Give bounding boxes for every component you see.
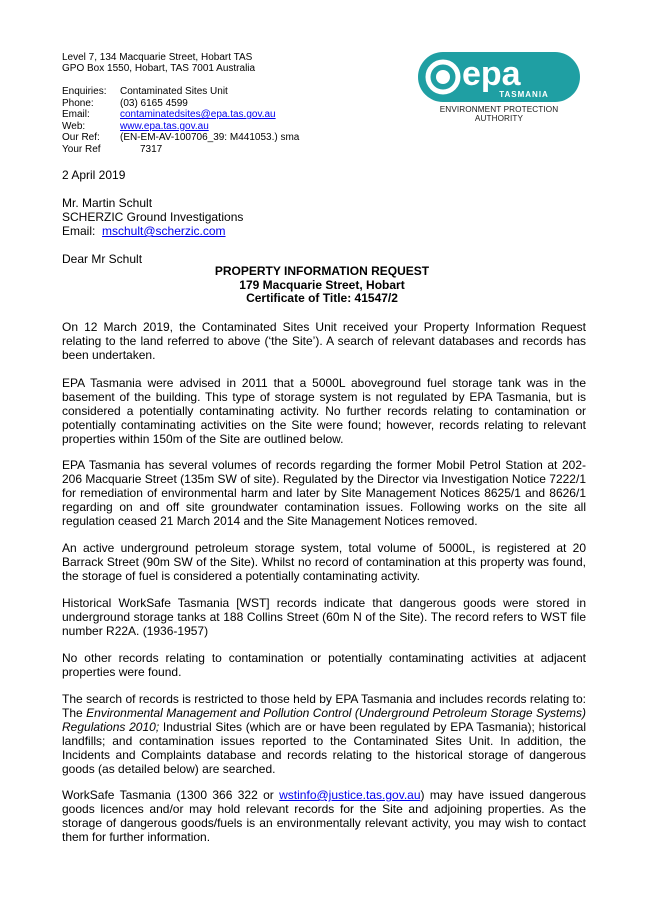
address-line-2: GPO Box 1550, Hobart, TAS 7001 Australia [62, 63, 256, 74]
paragraph-7-intro: The search of records is restricted to those held by EPA Tasmania and includes records relating to: The [62, 692, 586, 720]
paragraph-8 [62, 788, 586, 844]
web-label: Web: [62, 120, 86, 132]
phone-label: Phone: [62, 97, 94, 109]
email-row [62, 109, 299, 121]
recipient-email-label: Email: [62, 224, 96, 238]
paragraph-4: An active underground petroleum storage system, total volume of 5000L, is registered at 20 Barrack Street (90m SW of the Site). Whilst no record of contamination at this property was found, the storage of fuel is considered a potentially contaminating activity. [62, 541, 586, 583]
our-ref-label: Our Ref: [62, 132, 100, 143]
your-ref-row [62, 144, 299, 156]
epa-logo [418, 52, 580, 123]
web-row [62, 121, 299, 133]
recipient-name: Mr. Martin Schult [62, 196, 153, 210]
logo-authority: ENVIRONMENT PROTECTION AUTHORITY [439, 105, 559, 123]
heading-line-3: Certificate of Title: 41547/2 [246, 291, 398, 305]
salutation: Dear Mr Schult [62, 252, 143, 266]
phone-value: (03) 6165 4599 [120, 97, 188, 109]
letter-heading [62, 265, 582, 306]
address-line-1: Level 7, 134 Macquarie Street, Hobart TAS [62, 52, 253, 63]
recipient-block [62, 196, 243, 238]
logo-dot [436, 70, 450, 84]
heading-line-1: PROPERTY INFORMATION REQUEST [214, 264, 430, 278]
paragraph-8-rest: ) may have issued dangerous goods licences and/or may hold relevant records for the Site and adjoining properties. As the storage of dangerous goods/fuels is an environmentally relevant activity, you may wish to contact them for further information. [62, 788, 586, 844]
epa-logo-mark [418, 52, 580, 102]
logo-name: epa [462, 55, 521, 93]
email-label: Email: [62, 109, 90, 120]
paragraph-8-intro: WorkSafe Tasmania (1300 366 322 or [62, 788, 280, 802]
phone-row [62, 98, 299, 110]
contact-block [62, 86, 299, 155]
paragraph-5: Historical WorkSafe Tasmania [WST] records indicate that dangerous goods were stored in underground storage tanks at 188 Collins Street (60m N of the Site). The record refers to WST file number R22A. (1936-1957) [62, 596, 586, 638]
paragraph-2: EPA Tasmania were advised in 2011 that a 5000L aboveground fuel storage tank was in the basement of the building. This type of storage system is not regulated by EPA Tasmania, but is considered a potentially contaminating activity. No further records relating to contamination or potentially contaminating activities on the Site were found; however, records relating to relevant properties within 150m of the Site are outlined below. [62, 376, 586, 446]
enquiries-row [62, 86, 299, 98]
recipient-email-row [62, 224, 243, 238]
paragraph-3: EPA Tasmania has several volumes of records regarding the former Mobil Petrol Station at 202-206 Macquarie Street (135m SW of site). Regulated by the Director via Investigation Notice 7222/1 for remediation of environmental harm and later by Site Management Notices 8625/1 and 8626/1 regarding on and off site groundwater contamination issues. Following works on the site all regulation ceased 21 March 2014 and the Site Management Notices removed. [62, 458, 586, 528]
paragraph-7 [62, 692, 586, 776]
letter-date: 2 April 2019 [62, 168, 126, 182]
paragraph-7-rest: Industrial Sites (which are or have been regulated by EPA Tasmania); historical landfills; and contamination issues reported to the Contaminated Sites Unit. In addition, the Incidents and Complaints database and records relating to the historical storage of dangerous goods (as detailed below) are searched. [62, 720, 586, 776]
our-ref-row [62, 132, 299, 144]
heading-line-2: 179 Macquarie Street, Hobart [239, 277, 405, 292]
your-ref-value: 7317 [140, 143, 163, 155]
paragraph-7-regulation: Environmental Management and Pollution Control (Underground Petroleum Storage Systems) Regulations 2010; [62, 706, 586, 734]
your-ref-label: Your Ref [62, 143, 101, 155]
our-ref-value: (EN-EM-AV-100706_39: M441053.) sma [120, 132, 300, 143]
paragraph-6: No other records relating to contamination or potentially contaminating activities at adjacent properties were found. [62, 651, 586, 679]
logo-region: TASMANIA [499, 90, 549, 99]
worksafe-email-link[interactable]: wstinfo@justice.tas.gov.au [279, 788, 421, 802]
recipient-company: SCHERZIC Ground Investigations [62, 210, 244, 224]
paragraph-1: On 12 March 2019, the Contaminated Sites Unit received your Property Information Request relating to the land referred to above (‘the Site’). A search of relevant databases and records has been undertaken. [62, 320, 586, 362]
enquiries-label: Enquiries: [62, 86, 107, 97]
web-link[interactable]: www.epa.tas.gov.au [120, 120, 209, 132]
email-link[interactable]: contaminatedsites@epa.tas.gov.au [120, 109, 276, 120]
sender-address [62, 52, 255, 74]
enquiries-value: Contaminated Sites Unit [120, 86, 228, 97]
recipient-email-link[interactable]: mschult@scherzic.com [102, 224, 226, 238]
